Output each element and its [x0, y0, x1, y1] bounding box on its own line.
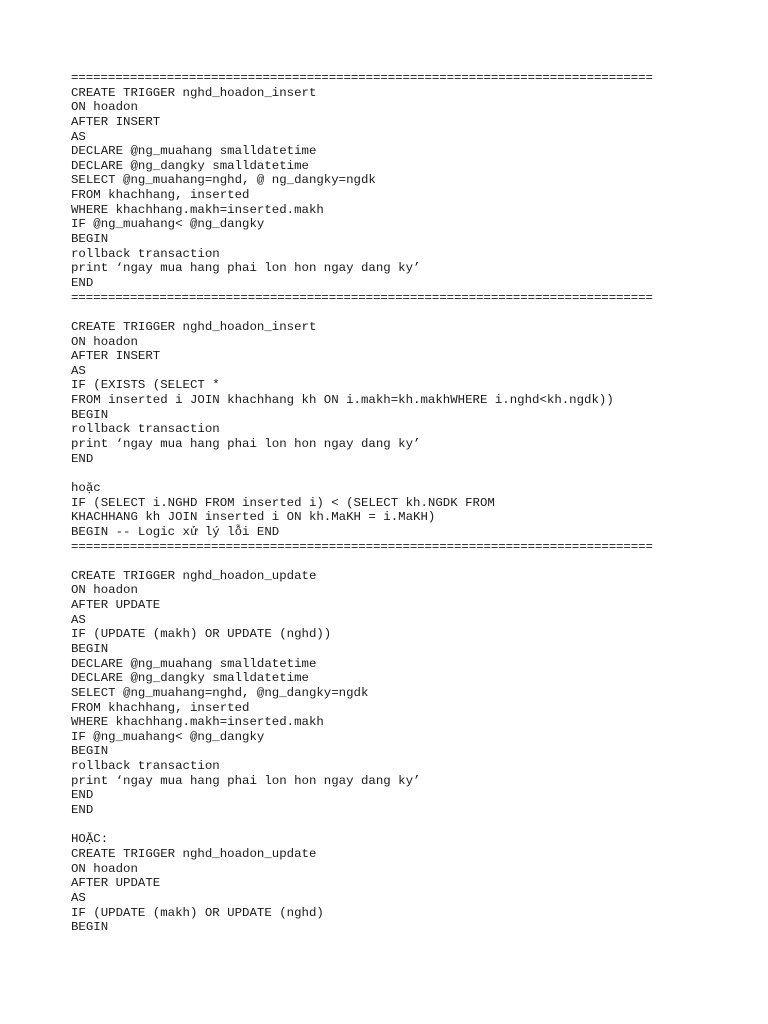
- code-line: IF @ng_muahang< @ng_dangky: [71, 217, 265, 232]
- separator-line: ===============================================================================: [71, 539, 653, 554]
- code-line: ON hoadon: [71, 334, 138, 349]
- code-line: rollback transaction: [71, 422, 220, 437]
- code-line: DECLARE @ng_dangky smalldatetime: [71, 671, 309, 686]
- code-line: HOẶC:: [71, 832, 109, 847]
- code-line: WHERE khachhang.makh=inserted.makh: [71, 202, 324, 217]
- code-line: BEGIN: [71, 641, 109, 656]
- code-line: END: [71, 803, 94, 818]
- code-line: BEGIN: [71, 920, 109, 935]
- code-line: END: [71, 788, 94, 803]
- code-line: WHERE khachhang.makh=inserted.makh: [71, 715, 324, 730]
- code-line: print ‘ngay mua hang phai lon hon ngay dang ky’: [71, 773, 421, 788]
- code-line: IF (SELECT i.NGHD FROM inserted i) < (SELECT kh.NGDK FROM: [71, 495, 495, 510]
- code-line: END: [71, 275, 94, 290]
- blank-line: [71, 818, 751, 833]
- blank-line: [71, 305, 751, 320]
- code-line: print ‘ngay mua hang phai lon hon ngay dang ky’: [71, 437, 421, 452]
- code-line: IF (EXISTS (SELECT *: [71, 378, 220, 393]
- code-line: DECLARE @ng_dangky smalldatetime: [71, 158, 309, 173]
- code-line: FROM khachhang, inserted: [71, 700, 250, 715]
- code-line: CREATE TRIGGER nghd_hoadon_update: [71, 568, 317, 583]
- code-line: CREATE TRIGGER nghd_hoadon_insert: [71, 85, 317, 100]
- code-line: SELECT @ng_muahang=nghd, @ ng_dangky=ngdk: [71, 173, 376, 188]
- code-line: IF @ng_muahang< @ng_dangky: [71, 729, 265, 744]
- code-line: BEGIN: [71, 744, 109, 759]
- code-line: ON hoadon: [71, 583, 138, 598]
- code-line: DECLARE @ng_muahang smalldatetime: [71, 144, 317, 159]
- code-line: END: [71, 451, 94, 466]
- code-line: AFTER INSERT: [71, 349, 161, 364]
- code-line: AS: [71, 363, 86, 378]
- blank-line: [71, 554, 751, 569]
- code-line: print ‘ngay mua hang phai lon hon ngay dang ky’: [71, 261, 421, 276]
- code-line: AS: [71, 890, 86, 905]
- code-line: ON hoadon: [71, 861, 138, 876]
- code-line: IF (UPDATE (makh) OR UPDATE (nghd): [71, 905, 324, 920]
- code-line: AS: [71, 612, 86, 627]
- code-line: CREATE TRIGGER nghd_hoadon_update: [71, 846, 317, 861]
- code-line: CREATE TRIGGER nghd_hoadon_insert: [71, 319, 317, 334]
- document-page: [71, 71, 751, 935]
- code-line: rollback transaction: [71, 759, 220, 774]
- code-line: BEGIN: [71, 407, 109, 422]
- code-line: SELECT @ng_muahang=nghd, @ng_dangky=ngdk: [71, 685, 369, 700]
- code-line: DECLARE @ng_muahang smalldatetime: [71, 656, 317, 671]
- code-line: AFTER UPDATE: [71, 598, 161, 613]
- code-line: AFTER UPDATE: [71, 876, 161, 891]
- code-line: IF (UPDATE (makh) OR UPDATE (nghd)): [71, 627, 332, 642]
- code-line: BEGIN -- Logic xử lý lỗi END: [71, 524, 280, 539]
- code-line: AFTER INSERT: [71, 114, 161, 129]
- code-line: ON hoadon: [71, 100, 138, 115]
- code-line: FROM khachhang, inserted: [71, 188, 250, 203]
- code-line: rollback transaction: [71, 246, 220, 261]
- code-line: BEGIN: [71, 232, 109, 247]
- code-line: KHACHHANG kh JOIN inserted i ON kh.MaKH = i.MaKH): [71, 510, 436, 525]
- code-line: hoặc: [71, 480, 101, 495]
- blank-line: [71, 466, 751, 481]
- code-line: FROM inserted i JOIN khachhang kh ON i.makh=kh.makhWHERE i.nghd<kh.ngdk)): [71, 393, 614, 408]
- separator-line: ===============================================================================: [71, 290, 653, 305]
- code-line: AS: [71, 129, 86, 144]
- separator-line: ===============================================================================: [71, 71, 653, 85]
